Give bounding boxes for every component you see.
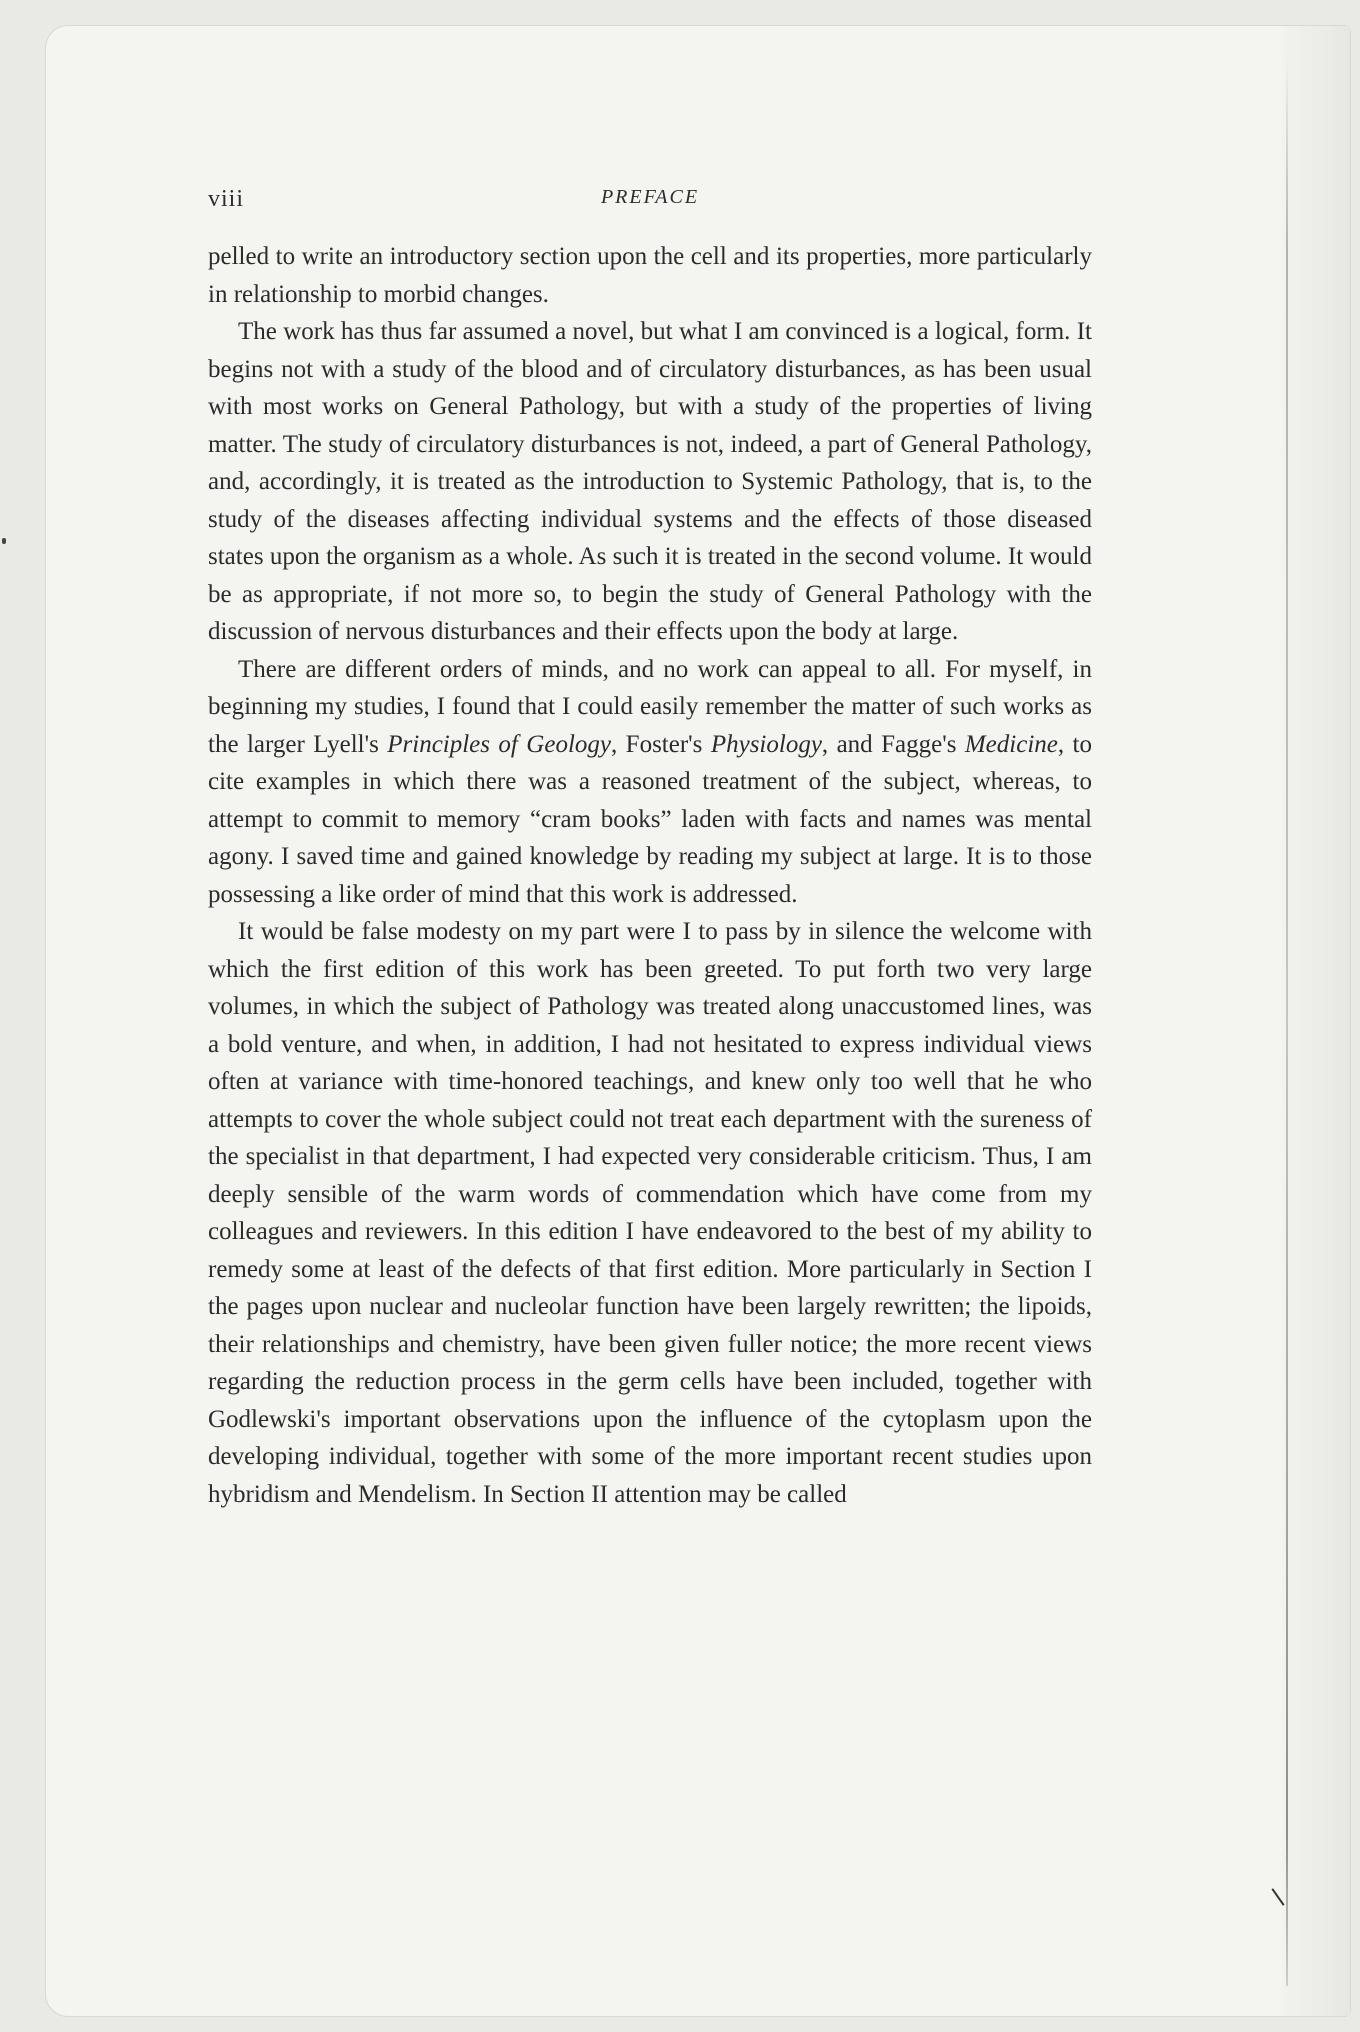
paragraph-text: , to cite examples in which there was a reasoned treatment of the subject, whereas, to attempt to commit to memory “cram books” laden with facts and names was mental agony. I saved time and gained knowledge by reading my subject at large. It is to those possessing a like order of mind that this work is addressed. (208, 730, 1092, 908)
paragraph-orders-of-minds (208, 651, 1092, 914)
binding-edge-line (1286, 56, 1288, 1986)
paragraph-text: , and Fagge's (821, 730, 965, 758)
paragraph-form-of-work (208, 313, 1092, 651)
paragraph-text: It would be false modesty on my part were I to pass by in silence the welcome with which the first edition of this work has been greeted. To put forth two very large volumes, in which the subject of Pathology was treated along unaccustomed lines, was a bold venture, and when, in addition, I had not hesitated to express individual views often at variance with time-honored teachings, and knew only too well that he who attempts to cover the whole subject could not treat each department with the sureness of the specialist in that department, I had expected very considerable criticism. Thus, I am deeply sensible of the warm words of commendation which have come from my colleagues and reviewers. In this edition I have endeavored to the best of my ability to remedy some at least of the defects of that first edition. More particularly in Section I the pages upon nuclear and nucleolar function have been largely rewritten; the lipoids, their relationships and chemistry, have been given fuller notice; the more recent views regarding the reduction process in the germ cells have been included, together with Godlewski's important observations upon the influence of the cytoplasm upon the developing individual, together with some of the more important recent studies upon hybridism and Mendelism. In Section II attention may be called (208, 918, 1092, 1508)
paragraph-text: pelled to write an introductory section upon the cell and its properties, more particularly in relationship to morbid changes. (208, 243, 1092, 308)
page-gutter-shadow (1282, 26, 1350, 2016)
running-head: PREFACE (600, 186, 700, 208)
italic-title-text: Medicine (964, 730, 1058, 758)
paragraph-text: , Foster's (611, 730, 711, 758)
page-header (208, 186, 1092, 218)
paragraph-second-edition (208, 913, 1092, 1513)
scan-speck (2, 538, 6, 544)
body-text (208, 238, 1092, 1513)
italic-title-text: Physiology (710, 730, 822, 758)
paragraph-text: There are different orders of minds, and no work can appeal to all. For myself, in beginning my studies, I found that I could easily remember the matter of such works as the larger Lyell's (208, 655, 1092, 758)
paragraph-text: The work has thus far assumed a novel, but what I am convinced is a logical, form. It begins not with a study of the blood and of circulatory disturbances, as has been usual with most works on General Pathology, but with a study of the properties of living matter. The study of circulatory disturbances is not, indeed, a part of General Pathology, and, accordingly, it is treated as the introduction to Systemic Pathology, that is, to the study of the diseases affecting individual systems and the effects of those diseased states upon the organism as a whole. As such it is treated in the second volume. It would be as appropriate, if not more so, to begin the study of General Pathology with the discussion of nervous disturbances and their effects upon the body at large. (208, 318, 1092, 645)
paragraph-continuation (208, 238, 1092, 313)
page-number: viii (208, 186, 245, 212)
italic-title-text: Principles of Geology (387, 730, 611, 758)
